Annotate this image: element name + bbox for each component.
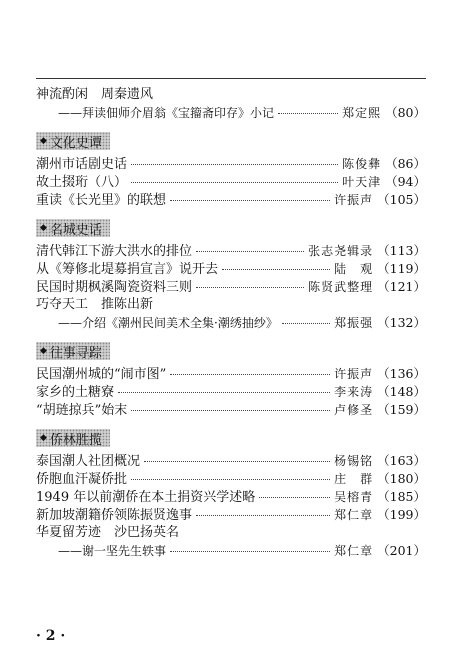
dot-leader xyxy=(196,251,304,252)
toc-entry[interactable] xyxy=(36,542,426,560)
toc-entry[interactable] xyxy=(36,155,426,173)
toc-entry-author: 许振声 xyxy=(334,367,374,381)
toc-entry-page: （201） xyxy=(377,543,426,558)
toc-entry-title: 新加坡潮籍侨领陈振贤逸事 xyxy=(36,508,193,523)
dot-leader xyxy=(131,479,330,480)
toc-entry-page: （199） xyxy=(377,507,426,522)
dot-leader xyxy=(278,113,338,114)
toc-entry-page: （185） xyxy=(377,489,426,504)
toc-entry-page: （119） xyxy=(377,261,426,276)
section-header xyxy=(36,429,110,447)
dot-leader xyxy=(131,410,330,411)
dot-leader xyxy=(196,287,304,288)
toc-entry-author: 郑定熙 xyxy=(342,106,382,120)
toc-entry-title: 家乡的土糖寮 xyxy=(36,385,115,400)
toc-entry[interactable] xyxy=(36,173,426,191)
section-header xyxy=(36,132,110,150)
section-header-label: 往事寻踪 xyxy=(49,345,102,361)
toc-entry-title: 潮州市话剧史话 xyxy=(36,157,128,172)
toc-entry[interactable] xyxy=(36,452,426,470)
toc-entry-page: （159） xyxy=(377,402,426,417)
toc-entry-author: 陈贤武整理 xyxy=(308,280,374,294)
toc-entry-title: 泰国潮人社团概况 xyxy=(36,454,141,469)
toc-entry-page: （136） xyxy=(377,366,426,381)
toc-entry-page: （180） xyxy=(377,471,426,486)
toc-entry-author: 陆 观 xyxy=(334,262,374,276)
toc-entry-title: 华夏留芳迹 沙巴扬英名 xyxy=(36,525,180,540)
dot-leader xyxy=(131,182,338,183)
toc-entry-author: 陈俊彝 xyxy=(342,157,382,171)
dot-leader xyxy=(222,269,330,270)
dot-leader xyxy=(170,374,330,375)
diamond-icon: ◆ xyxy=(40,346,47,356)
dot-leader xyxy=(144,461,330,462)
toc-entry-title: 民国潮州城的“闹市图” xyxy=(36,367,167,382)
section-header-label: 侨林胜揽 xyxy=(49,432,102,448)
toc-entry-page: （80） xyxy=(385,105,426,120)
dot-leader xyxy=(170,551,330,552)
toc-entry-author: 吴榕青 xyxy=(334,490,374,504)
toc-entry-title: ——拜读佃师介眉翁《宝籀斋印存》小记 xyxy=(58,106,275,120)
toc-entry-page: （163） xyxy=(377,453,426,468)
toc-entry-author: 郑仁章 xyxy=(334,544,374,558)
toc-entry-author: 张志尧辑录 xyxy=(308,244,374,258)
dot-leader xyxy=(131,164,338,165)
toc-entry-title: “胡琏掠兵”始末 xyxy=(36,403,128,418)
toc-entry[interactable] xyxy=(36,260,426,278)
toc-entry[interactable] xyxy=(36,365,426,383)
toc-entry-title: 民国时期枫溪陶瓷资料三则 xyxy=(36,280,193,295)
toc-entry[interactable] xyxy=(36,191,426,209)
toc-entry-author: 郑仁章 xyxy=(334,508,374,522)
toc-entry-title: 清代韩江下游大洪水的排位 xyxy=(36,244,193,259)
dot-leader xyxy=(259,497,330,498)
section-header xyxy=(36,342,110,360)
toc-entry-author: 卢修圣 xyxy=(334,403,374,417)
toc-entry[interactable] xyxy=(36,242,426,260)
dot-leader xyxy=(196,515,330,516)
dot-leader xyxy=(170,200,330,201)
toc-entry-title: 侨胞血汗凝侨批 xyxy=(36,472,128,487)
toc-entry-title: 故土掇珩（八） xyxy=(36,175,128,190)
diamond-icon: ◆ xyxy=(40,136,47,146)
toc-entry-page: （105） xyxy=(377,192,426,207)
header-rule xyxy=(36,78,426,79)
toc-entry-author: 叶天津 xyxy=(342,175,382,189)
toc-entry-page: （121） xyxy=(377,279,426,294)
toc-entry-title: 神流酌闲 周秦遗风 xyxy=(36,87,154,102)
toc-entry-author: 杨锡铭 xyxy=(334,454,374,468)
toc-entry[interactable] xyxy=(36,314,426,332)
section-header xyxy=(36,219,110,237)
toc-entry-title: ——介绍《潮州民间美术全集·潮绣抽纱》 xyxy=(58,316,278,330)
toc-entry[interactable] xyxy=(36,488,426,506)
toc-entry[interactable] xyxy=(36,383,426,401)
diamond-icon: ◆ xyxy=(40,433,47,443)
toc-entry-page: （113） xyxy=(377,243,426,258)
dot-leader xyxy=(118,392,330,393)
toc-entry-page: （148） xyxy=(377,384,426,399)
toc-entry-title: 1949 年以前潮侨在本土捐资兴学述略 xyxy=(36,490,256,505)
toc-entry-author: 郑振强 xyxy=(334,316,374,330)
toc-entry-author: 许振声 xyxy=(334,193,374,207)
section-header-label: 名城史话 xyxy=(49,222,102,238)
toc-entry[interactable] xyxy=(36,506,426,524)
toc-entry-author: 庄 群 xyxy=(334,472,374,486)
toc-entry[interactable] xyxy=(36,278,426,296)
toc-entry-page: （132） xyxy=(377,315,426,330)
toc-entry-title: 从《筹修北堤募捐宣言》说开去 xyxy=(36,262,219,277)
toc-entry[interactable] xyxy=(36,104,426,122)
toc-entry[interactable] xyxy=(36,470,426,488)
toc-entry[interactable] xyxy=(36,401,426,419)
toc-entry-title: 巧夺天工 推陈出新 xyxy=(36,297,154,312)
toc-entry-title: 重读《长光里》的联想 xyxy=(36,193,167,208)
toc-entry-author: 李来涛 xyxy=(334,385,374,399)
dot-leader xyxy=(282,323,330,324)
section-header-label: 文化史谭 xyxy=(49,135,102,151)
toc-entry-title: ——谢一坚先生轶事 xyxy=(58,544,167,558)
table-of-contents xyxy=(36,86,426,560)
diamond-icon: ◆ xyxy=(40,223,47,233)
toc-entry-page: （86） xyxy=(385,156,426,171)
page-number: · 2 · xyxy=(36,628,66,644)
toc-entry-page: （94） xyxy=(385,174,426,189)
